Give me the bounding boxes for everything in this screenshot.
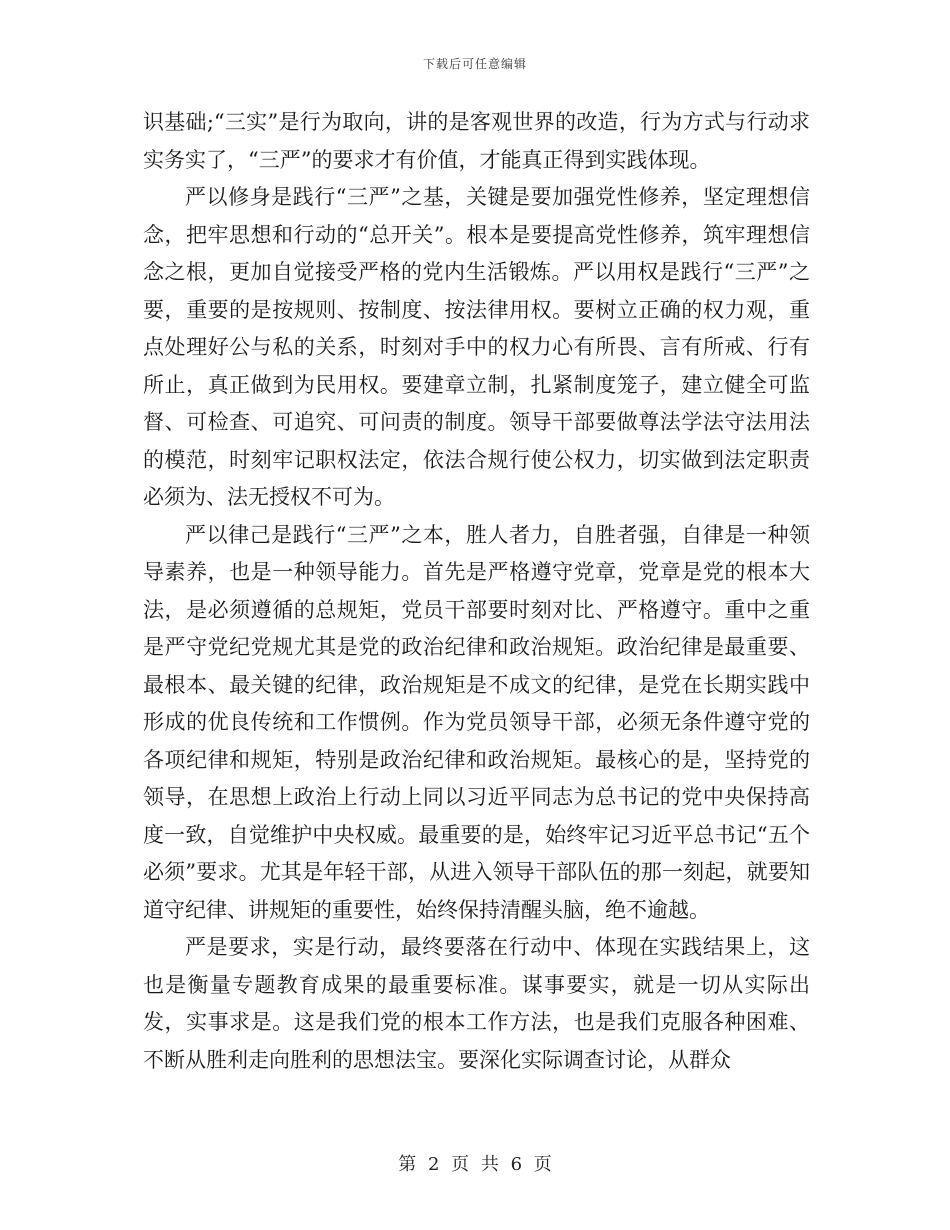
document-body <box>143 104 810 1079</box>
paragraph-2: 严以修身是践行“三严”之基，关键是要加强党性修养，坚定理想信念，把牢思想和行动的“总开关”。根本是要提高党性修养，筑牢理想信念之根，更加自觉接受严格的党内生活锻炼。严以用权是践行“三严”之要，重要的是按规则、按制度、按法律用权。要树立正确的权力观，重点处理好公与私的关系，时刻对手中的权力心有所畏、言有所戒、行有所止，真正做到为民用权。要建章立制，扎紧制度笼子，建立健全可监督、可检查、可追究、可问责的制度。领导干部要做尊法学法守法用法的模范，时刻牢记职权法定，依法合规行使公权力，切实做到法定职责必须为、法无授权不可为。 <box>143 185 810 509</box>
header-note: 下载后可任意编辑 <box>422 57 527 71</box>
paragraph-3: 严以律己是践行“三严”之本，胜人者力，自胜者强，自律是一种领导素养，也是一种领导能力。首先是严格遵守党章，党章是党的根本大法，是必须遵循的总规矩，党员干部要时刻对比、严格遵守。重中之重是严守党纪党规尤其是党的政治纪律和政治规矩。政治纪律是最重要、最根本、最关键的纪律，政治规矩是不成文的纪律，是党在长期实践中形成的优良传统和工作惯例。作为党员领导干部，必须无条件遵守党的各项纪律和规矩，特别是政治纪律和政治规矩。最核心的是，坚持党的领导，在思想上政治上行动上同以习近平同志为总书记的党中央保持高度一致，自觉维护中央权威。最重要的是，始终牢记习近平总书记“五个必须”要求。尤其是年轻干部，从进入领导干部队伍的那一刻起，就要知道守纪律、讲规矩的重要性，始终保持清醒头脑，绝不逾越。 <box>143 522 810 922</box>
page-footer: 第 2 页 共 6 页 <box>398 1154 552 1175</box>
paragraph-1: 识基础;“三实”是行为取向，讲的是客观世界的改造，行为方式与行动求实务实了，“三严”的要求才有价值，才能真正得到实践体现。 <box>143 110 810 172</box>
paragraph-4: 严是要求，实是行动，最终要落在行动中、体现在实践结果上，这也是衡量专题教育成果的最重要标准。谋事要实，就是一切从实际出发，实事求是。这是我们党的根本工作方法，也是我们克服各种困难、不断从胜利走向胜利的思想法宝。要深化实际调查讨论，从群众 <box>143 935 810 1072</box>
